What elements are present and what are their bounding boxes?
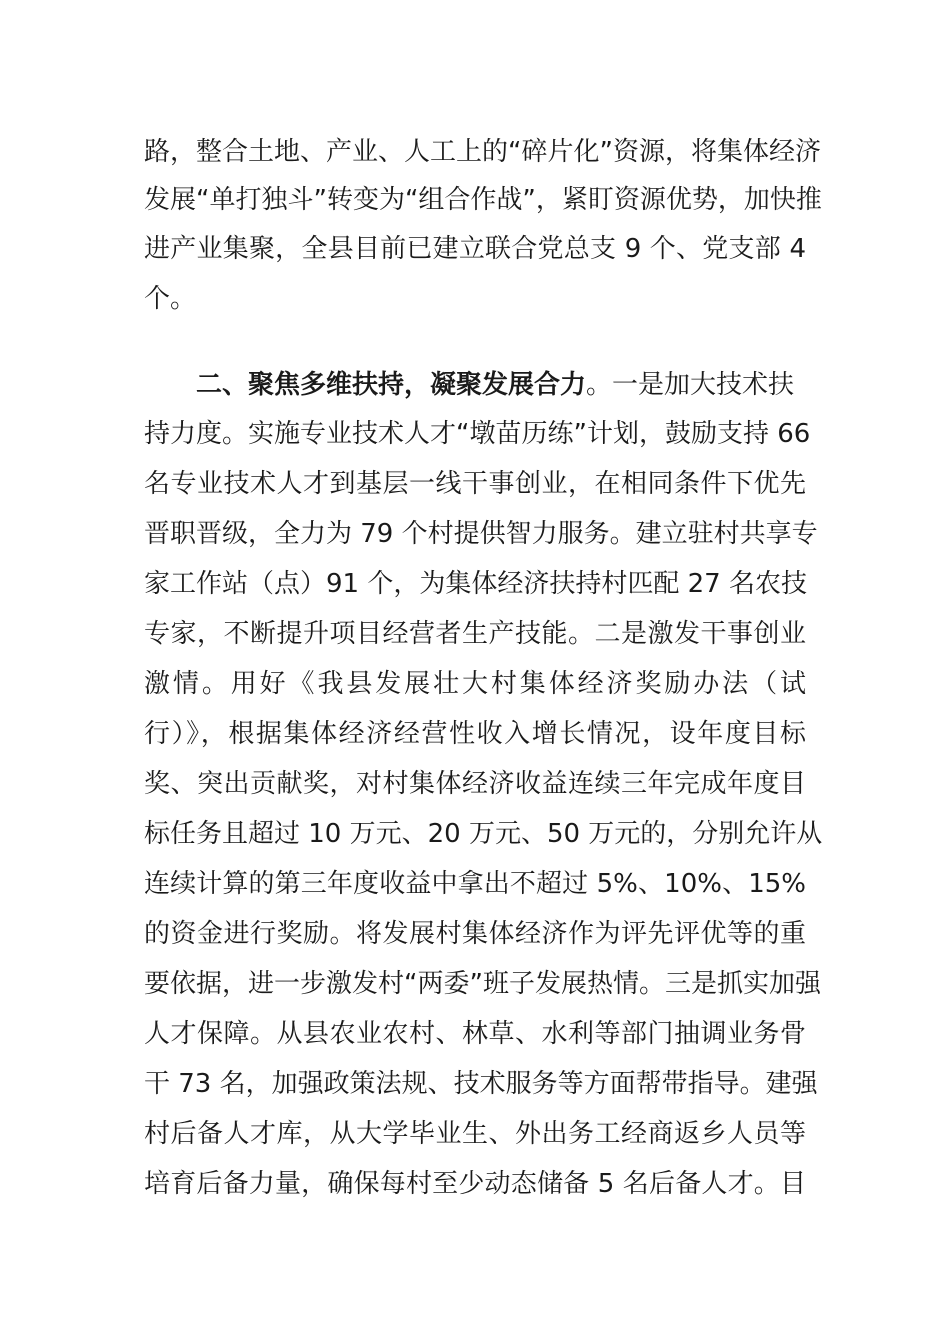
- paragraph-line: 进产业集聚，全县目前已建立联合党总支 9 个、党支部 4: [144, 234, 806, 264]
- heading-continuation: 。一是加大技术扶: [586, 370, 795, 400]
- section-heading: 二、聚焦多维扶持，凝聚发展合力: [196, 370, 587, 400]
- paragraph-line: 要依据，进一步激发村“两委”班子发展热情。三是抓实加强: [144, 969, 821, 999]
- paragraph-line: 连续计算的第三年度收益中拿出不超过 5%、10%、15%: [144, 869, 806, 899]
- paragraph-line: 人才保障。从县农业农村、林草、水利等部门抽调业务骨: [144, 1019, 806, 1049]
- paragraph-line: 激情。用好《我县发展壮大村集体经济奖励办法（试: [144, 669, 806, 699]
- paragraph-line: 路，整合土地、产业、人工上的“碎片化”资源，将集体经济: [144, 137, 821, 167]
- paragraph-line: 标任务且超过 10 万元、20 万元、50 万元的，分别允许从: [144, 819, 823, 849]
- paragraph-line: 家工作站（点）91 个，为集体经济扶持村匹配 27 名农技: [144, 569, 807, 599]
- paragraph-line: 个。: [144, 284, 197, 314]
- paragraph-line: 培育后备力量，确保每村至少动态储备 5 名后备人才。目: [144, 1169, 806, 1199]
- paragraph-line: 发展“单打独斗”转变为“组合作战”，紧盯资源优势，加快推: [144, 185, 822, 215]
- paragraph-first-line: [196, 369, 794, 401]
- paragraph-line: 的资金进行奖励。将发展村集体经济作为评先评优等的重: [144, 919, 806, 949]
- paragraph-line: 名专业技术人才到基层一线干事创业，在相同条件下优先: [144, 469, 806, 499]
- paragraph-line: 专家，不断提升项目经营者生产技能。二是激发干事创业: [144, 619, 806, 649]
- paragraph-line: 行）》，根据集体经济经营性收入增长情况，设年度目标: [144, 719, 806, 749]
- paragraph-line: 村后备人才库，从大学毕业生、外出务工经商返乡人员等: [144, 1119, 806, 1149]
- paragraph-line: 干 73 名，加强政策法规、技术服务等方面帮带指导。建强: [144, 1069, 818, 1099]
- paragraph-line: 持力度。实施专业技术人才“墩苗历练”计划，鼓励支持 66: [144, 419, 811, 449]
- paragraph-line: 晋职晋级，全力为 79 个村提供智力服务。建立驻村共享专: [144, 519, 818, 549]
- paragraph-line: 奖、突出贡献奖，对村集体经济收益连续三年完成年度目: [144, 769, 806, 799]
